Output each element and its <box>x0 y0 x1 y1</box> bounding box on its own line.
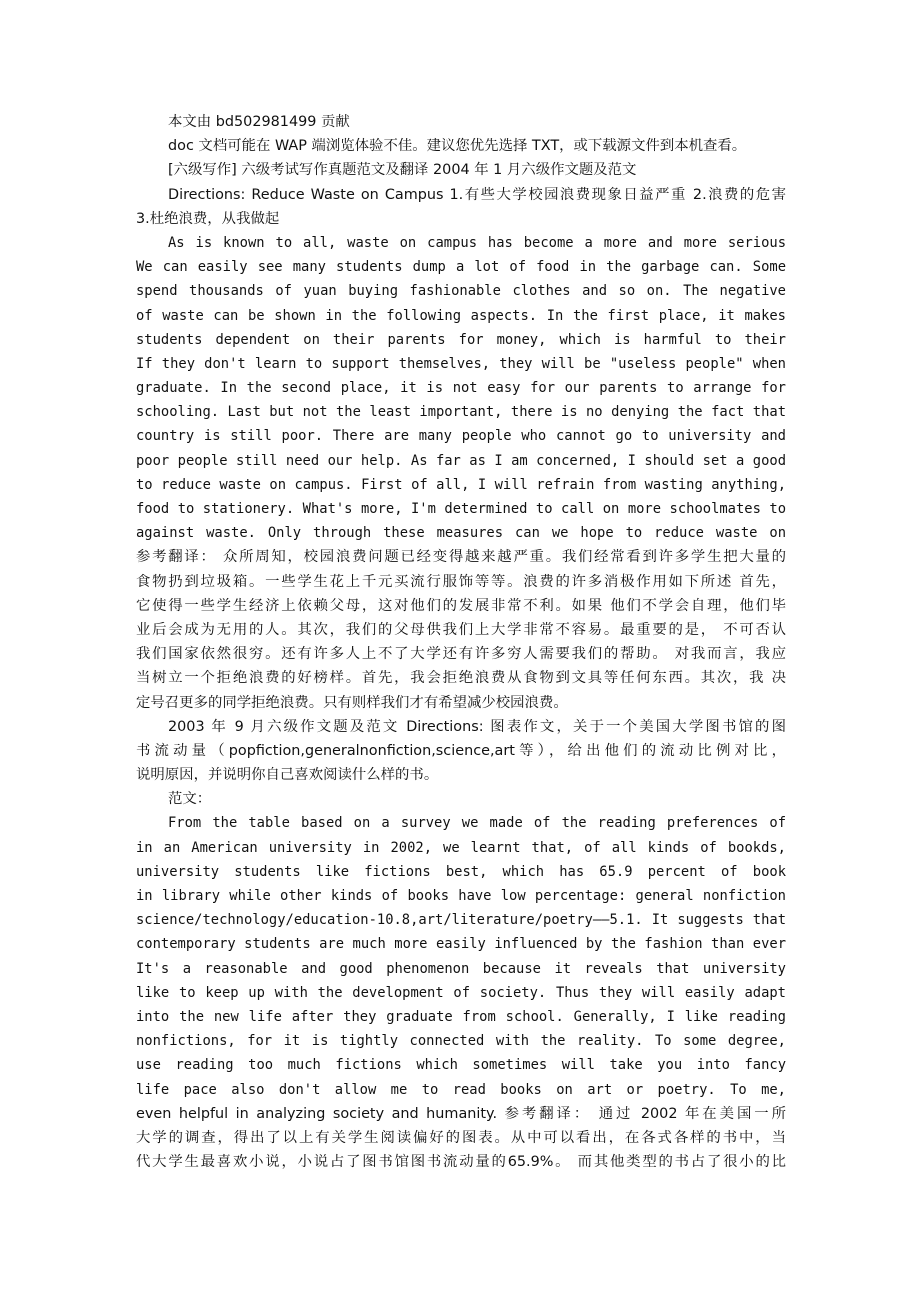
text-line: Directions: Reduce Waste on Campus 1.有些大学校园浪费现象日益严重 2.浪费的危害 <box>168 186 786 203</box>
text-line: It's a reasonable and good phenomenon because it reveals that university <box>136 960 786 977</box>
text-line: 参考翻译： 众所周知，校园浪费问题已经变得越来越严重。我们经常看到许多学生把大量的 <box>136 549 786 566</box>
text-line: doc 文档可能在 WAP 端浏览体验不佳。建议您优先选择 TXT，或下载源文件到本机查看。 <box>168 138 747 155</box>
text-line: 说明原因，并说明你自己喜欢阅读什么样的书。 <box>136 767 439 784</box>
text-line: food to stationery. What's more, I'm determined to call on more schoolmates to <box>136 501 786 517</box>
document-body <box>136 110 786 1174</box>
text-line: schooling. Last but not the least important, there is no denying the fact that <box>136 404 786 421</box>
text-line: 业后会成为无用的人。其次，我们的父母供我们上大学非常不容易。最重要的是， 不可否认 <box>136 621 786 638</box>
text-line: As is known to all, waste on campus has become a more and more serious <box>168 234 786 251</box>
text-line: university students like fictions best, which has 65.9 percent of book <box>136 863 786 880</box>
text-line: 它使得一些学生经济上依赖父母，这对他们的发展非常不利。如果 他们不学会自理，他们毕 <box>136 597 786 614</box>
text-line: From the table based on a survey we made of the reading preferences of <box>168 815 786 832</box>
text-line: into the new life after they graduate from school. Generally, I like reading <box>136 1008 786 1025</box>
text-line: even helpful in analyzing society and humanity. 参考翻译： 通过 2002 年在美国一所 <box>136 1105 786 1122</box>
text-line: 3.杜绝浪费，从我做起 <box>136 210 280 227</box>
text-line: students dependent on their parents for money, which is harmful to their <box>136 331 786 348</box>
text-line: nonfictions, for it is tightly connected with the reality. To some degree, <box>136 1033 786 1050</box>
text-line: spend thousands of yuan buying fashionable clothes and so on. The negative <box>136 283 786 300</box>
text-line: 当树立一个拒绝浪费的好榜样。首先，我会拒绝浪费从食物到文具等任何东西。其次，我 决 <box>136 670 786 687</box>
text-line: 我们国家依然很穷。还有许多人上不了大学还有许多穷人需要我们的帮助。 对我而言，我应 <box>136 646 786 663</box>
text-line: use reading too much fictions which sometimes will take you into fancy <box>136 1057 786 1074</box>
text-line: 大学的调查，得出了以上有关学生阅读偏好的图表。从中可以看出，在各式各样的书中，当 <box>136 1129 786 1146</box>
text-line: in library while other kinds of books have low percentage: general nonfiction <box>136 888 786 904</box>
text-line: life pace also don't allow me to read books on art or poetry. To me, <box>136 1081 786 1098</box>
text-line: country is still poor. There are many people who cannot go to university and <box>136 428 786 445</box>
text-line: 食物扔到垃圾箱。一些学生花上千元买流行服饰等等。浪费的许多消极作用如下所述 首先， <box>136 573 786 590</box>
text-line: in an American university in 2002, we learnt that, of all kinds of bookds, <box>136 839 786 856</box>
text-line: We can easily see many students dump a lot of food in the garbage can. Some <box>136 259 786 276</box>
text-line: graduate. In the second place, it is not easy for our parents to arrange for <box>136 380 786 397</box>
text-line: against waste. Only through these measures can we hope to reduce waste on <box>136 525 786 542</box>
text-line: like to keep up with the development of society. Thus they will easily adapt <box>136 984 786 1001</box>
text-line: 本文由 bd502981499 贡献 <box>168 114 350 130</box>
text-line: of waste can be shown in the following aspects. In the first place, it makes <box>136 307 786 324</box>
text-line: If they don't learn to support themselves, they will be "useless people" when <box>136 355 786 372</box>
text-line: [六级写作] 六级考试写作真题范文及翻译 2004 年 1 月六级作文题及范文 <box>168 162 637 179</box>
text-line: poor people still need our help. As far as I am concerned, I should set a good <box>136 452 786 469</box>
text-line: 2003 年 9 月六级作文题及范文 Directions: 图表作文，关于一个美国大学图书馆的图 <box>168 718 786 735</box>
text-line: science/technology/education-10.8,art/literature/poetry——5.1. It suggests that <box>136 912 786 929</box>
text-line: contemporary students are much more easily influenced by the fashion than ever <box>136 936 786 953</box>
text-line: 范文： <box>168 791 212 808</box>
text-line: 代大学生最喜欢小说，小说占了图书馆图书流动量的65.9%。 而其他类型的书占了很小的比 <box>136 1154 786 1171</box>
text-line: to reduce waste on campus. First of all, I will refrain from wasting anything, <box>136 476 786 493</box>
text-line: 书流动量（popfiction,generalnonfiction,science,art等），给出他们的流动比例对比， <box>136 742 786 759</box>
text-line: 定号召更多的同学拒绝浪费。只有则样我们才有希望减少校园浪费。 <box>136 694 568 711</box>
